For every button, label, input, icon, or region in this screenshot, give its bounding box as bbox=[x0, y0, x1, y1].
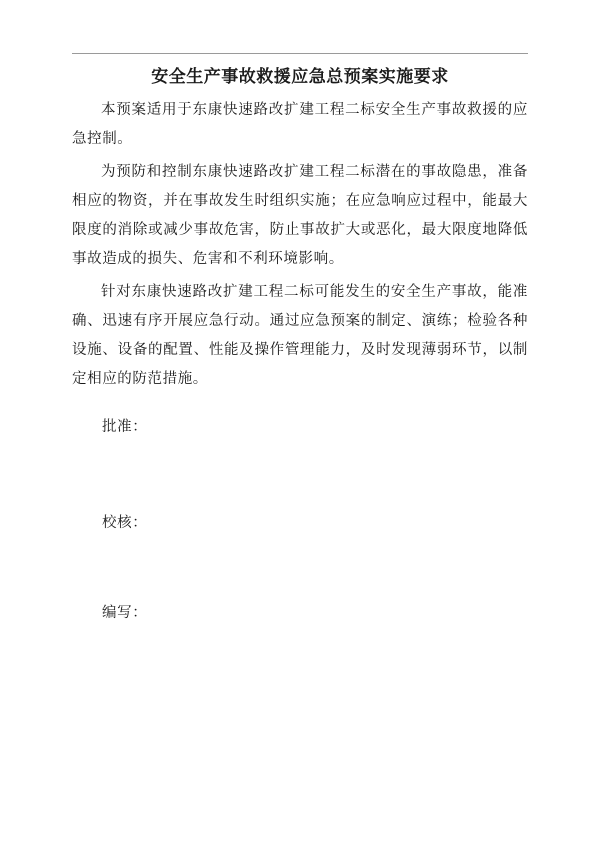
paragraph-purpose: 为预防和控制东康快速路改扩建工程二标潜在的事故隐患，准备相应的物资，并在事故发生时组织实施；在应急响应过程中，能最大限度的消除或减少事故危害，防止事故扩大或恶化，最大限度地降低事故造成的损失、危害和不利环境影响。 bbox=[72, 164, 528, 267]
compile-label: 编写： bbox=[102, 605, 148, 621]
document-title: 安全生产事故救援应急总预案实施要求 bbox=[151, 67, 449, 87]
review-label: 校核： bbox=[102, 515, 148, 531]
header-rule bbox=[72, 53, 528, 54]
approve-label: 批准： bbox=[102, 419, 148, 435]
paragraph-action: 针对东康快速路改扩建工程二标可能发生的安全生产事故，能准确、迅速有序开展应急行动。通过应急预案的制定、演练；检验各种设施、设备的配置、性能及操作管理能力，及时发现薄弱环节，以制定相应的防范措施。 bbox=[72, 284, 528, 387]
document-body bbox=[72, 96, 528, 398]
paragraph-scope: 本预案适用于东康快速路改扩建工程二标安全生产事故救援的应急控制。 bbox=[72, 102, 528, 147]
